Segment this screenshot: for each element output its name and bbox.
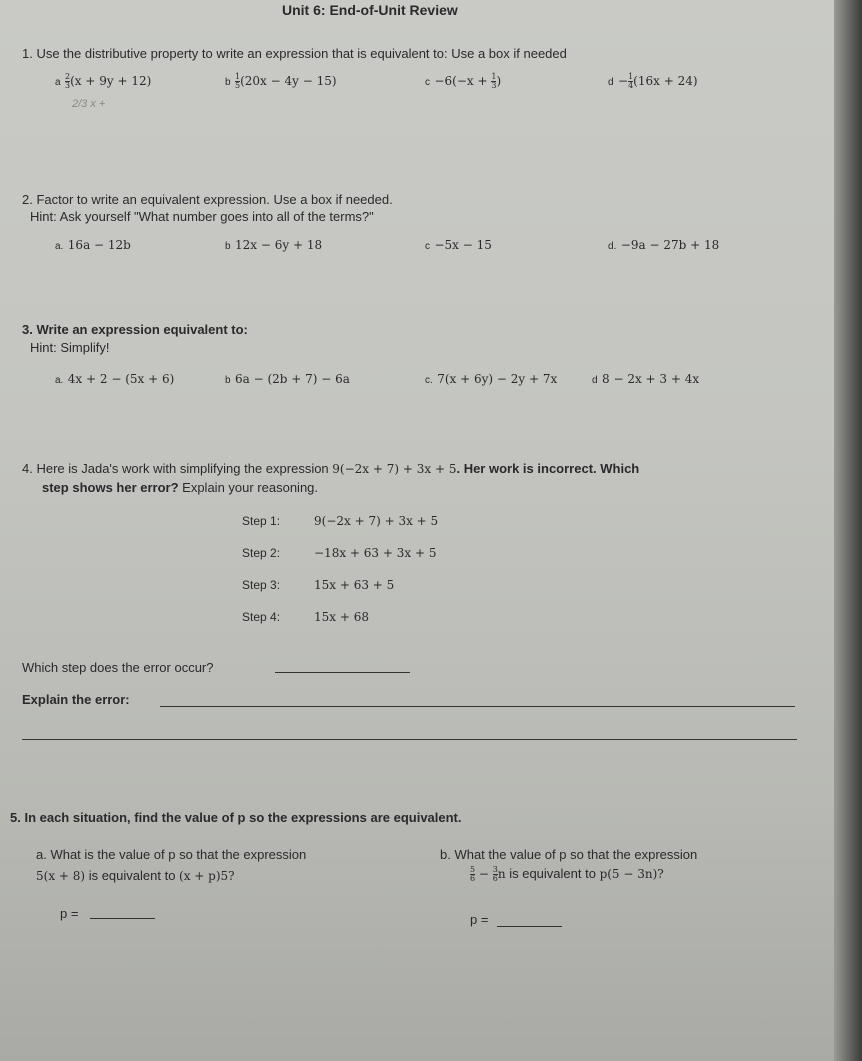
item-expression: 6a − (2b + 7) − 6a — [235, 372, 350, 386]
step-expression: 15x + 63 + 5 — [314, 578, 395, 592]
item-label: a. — [55, 241, 64, 252]
work-step — [242, 544, 436, 562]
q5b-answer-label: p = — [470, 912, 489, 927]
q3-prompt: 3. Write an expression equivalent to: — [22, 322, 248, 337]
work-step — [242, 576, 394, 594]
q5b-answer-line[interactable] — [497, 926, 562, 927]
explain-answer-line-1[interactable] — [160, 706, 795, 707]
item-label: d. — [608, 241, 617, 252]
q5-prompt: 5. In each situation, find the value of p so the expressions are equivalent. — [10, 810, 462, 825]
q1-b: b $\frac{1}{5}$ (20x − 4y − 15) — [225, 72, 337, 90]
q2-hint: Hint: Ask yourself "What number goes into all of the terms?" — [30, 209, 374, 224]
q2-prompt: 2. Factor to write an equivalent expression. Use a box if needed. — [22, 192, 393, 207]
item-expression: −5x − 15 — [434, 238, 492, 252]
q5a-answer-label: p = — [60, 906, 79, 921]
q1-a: a $\frac{2}{3}$ (x + 9y + 12) — [55, 72, 152, 90]
q1-prompt: 1. Use the distributive property to write an expression that is equivalent to: Use a box if needed — [22, 46, 567, 61]
item-label: a. — [55, 375, 64, 386]
q4-explain-label: Explain the error: — [22, 692, 130, 707]
item-label: c — [425, 241, 430, 252]
which-step-answer-line[interactable] — [275, 672, 410, 673]
q2-item — [225, 236, 322, 254]
q2-item — [608, 236, 719, 254]
item-expression: 16a − 12b — [67, 238, 131, 252]
handwritten-answer: 2/3 x + — [72, 98, 106, 110]
q3-hint: Hint: Simplify! — [30, 340, 110, 355]
page-title: Unit 6: End-of-Unit Review — [282, 2, 458, 18]
q5a-line2: 5(x + 8) is equivalent to (x + p)5? — [36, 868, 235, 883]
item-label: d — [592, 375, 598, 386]
q3-item — [225, 370, 350, 388]
item-label: b — [225, 375, 231, 386]
photo-edge-shadow — [834, 0, 862, 1061]
q5a-answer-line[interactable] — [90, 918, 155, 919]
step-label: Step 2: — [242, 546, 281, 560]
item-expression: 4x + 2 − (5x + 6) — [67, 372, 175, 386]
q4-prompt-line2: step shows her error? Explain your reasoning. — [42, 480, 319, 495]
step-expression: 9(−2x + 7) + 3x + 5 — [314, 514, 439, 528]
item-expression: 8 − 2x + 3 + 4x — [602, 372, 700, 386]
q5b-question: b. What the value of p so that the expression — [440, 847, 698, 862]
q4-which-label: Which step does the error occur? — [22, 660, 214, 675]
q1-c: c −6(−x + $\frac{1}{3}$ ) — [425, 72, 502, 90]
explain-answer-line-2[interactable] — [22, 739, 797, 740]
item-label: b — [225, 241, 231, 252]
step-expression: 15x + 68 — [314, 610, 369, 624]
q5a-question: a. What is the value of p so that the expression — [36, 847, 307, 862]
q3-item — [55, 370, 174, 388]
item-expression: 12x − 6y + 18 — [235, 238, 323, 252]
item-expression: 7(x + 6y) − 2y + 7x — [437, 372, 558, 386]
step-label: Step 4: — [242, 610, 281, 624]
q1-d: d − $\frac{1}{4}$ (16x + 24) — [608, 72, 698, 90]
q3-item — [425, 370, 557, 388]
work-step — [242, 608, 369, 626]
item-label: c. — [425, 375, 433, 386]
step-label: Step 3: — [242, 578, 281, 592]
q2-item — [425, 236, 492, 254]
step-label: Step 1: — [242, 514, 281, 528]
q5b-line2: $\frac{5}{6}$ − $\frac{3}{6}$ n is equivalent to p(5 − 3n)? — [470, 865, 664, 883]
step-expression: −18x + 63 + 3x + 5 — [314, 546, 437, 560]
work-step — [242, 512, 438, 530]
item-expression: −9a − 27b + 18 — [620, 238, 720, 252]
q3-item — [592, 370, 699, 388]
q2-item — [55, 236, 131, 254]
q4-prompt-line1: 4. Here is Jada's work with simplifying the expression 9(−2x + 7) + 3x + 5. Her work is incorrect. Which — [22, 461, 640, 476]
